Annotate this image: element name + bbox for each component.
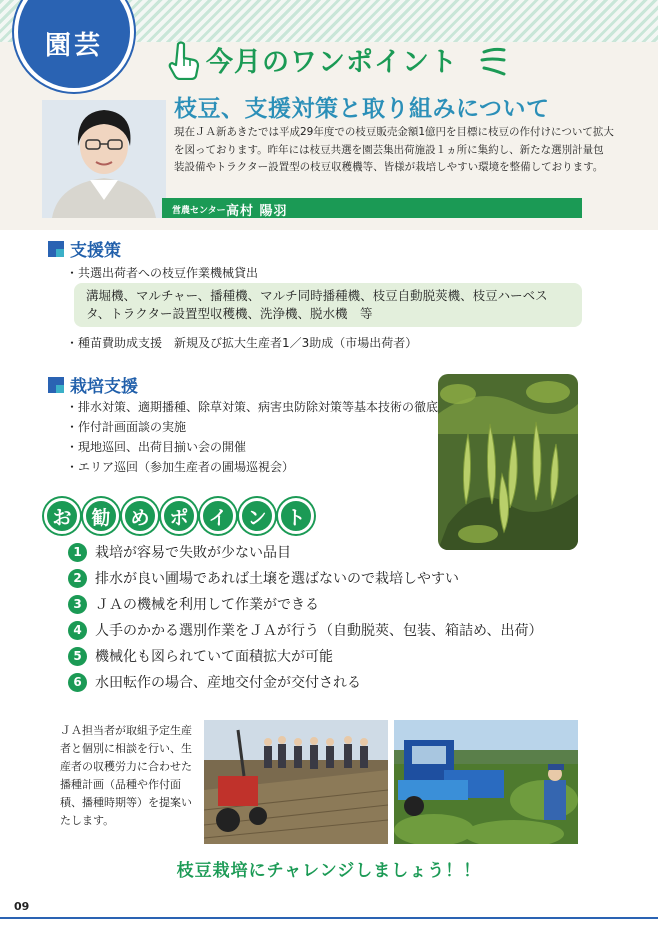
recommend-item [68,672,361,692]
recommend-item [68,568,459,588]
closing-note: ＪＡ担当者が取組予定生産者と個別に相談を行い、生産者の収穫労力に合わせた播種計画（品種や作付面積、播種時期等）を提案いたします。 [60,724,192,827]
recommend-text: 栽培が容易で失敗が少ない品目 [95,545,291,561]
recommend-number: 4 [68,621,87,640]
sparkle-lines-icon [480,46,508,76]
recommend-number: 3 [68,595,87,614]
recommend-item [68,620,542,640]
cultivation-heading [48,372,138,397]
cultivation-item: ・エリア巡回（参加生産者の圃場巡視会） [66,460,295,474]
intro-paragraph: 現在ＪＡ新あきたでは平成29年度での枝豆販売金額1億円を目標に枝豆の作付けについて拡大を図っております。昨年には枝豆共選を園芸集出荷施設１ヵ所に集約し、新たな選別計量包装設備やトラクター設置型の枝豆収穫機等、皆様が栽培しやすい環境を整備しております。 [174,126,614,173]
staff-portrait [42,100,166,218]
field-meeting-photo [204,720,388,844]
edamame-photo [438,374,578,550]
recommend-heading [44,498,314,534]
section-square-icon [48,241,64,257]
cultivation-item: ・現地巡回、出荷目揃い会の開催 [66,440,247,454]
cultivation-item: ・作付計画面談の実施 [66,420,187,434]
recommend-item [68,646,333,666]
support-title: 支援策 [70,241,121,261]
recommend-number: 5 [68,647,87,666]
staff-department: 営農センター [172,206,226,216]
machine-list-box: 溝堀機、マルチャー、播種機、マルチ同時播種機、枝豆自動脱莢機、枝豆ハーベスタ、トラクター設置型収穫機、洗浄機、脱水機 等 [74,283,582,327]
recommend-item [68,594,319,614]
support-heading [48,236,121,261]
recommend-pill: 勧 [83,498,119,534]
recommend-number: 2 [68,569,87,588]
page-number: 09 [14,900,30,913]
cultivation-item: ・排水対策、適期播種、除草対策、病害虫防除対策等基本技術の徹底 [66,400,439,414]
support-bullet-2: ・種苗費助成支援 新規及び拡大生産者1／3助成（市場出荷者） [66,336,418,350]
recommend-text: ＪＡの機械を利用して作業ができる [95,597,319,613]
recommend-pill: お [44,498,80,534]
recommend-number: 6 [68,673,87,692]
cultivation-title: 栽培支援 [70,377,138,397]
recommend-pill: イ [200,498,236,534]
recommend-pill: ト [278,498,314,534]
category-label: 園芸 [44,31,103,61]
staff-name: 高村 陽羽 [226,204,288,219]
harvester-photo [394,720,578,844]
recommend-number: 1 [68,543,87,562]
recommend-pill: ポ [161,498,197,534]
support-bullet-1: ・共選出荷者への枝豆作業機械貸出 [66,266,259,280]
section-tagline: 今月のワンポイント [206,47,458,78]
call-to-action: 枝豆栽培にチャレンジしましょう！！ [176,861,482,881]
recommend-text: 機械化も図られていて面積拡大が可能 [95,649,333,665]
footer-rule [0,917,658,919]
recommend-text: 水田転作の場合、産地交付金が交付される [95,675,361,691]
recommend-text: 人手のかかる選別作業をＪＡが行う（自動脱莢、包装、箱詰め、出荷） [95,623,543,639]
section-square-icon [48,377,64,393]
pointing-hand-icon [168,40,202,80]
recommend-text: 排水が良い圃場であれば土壌を選ばないので栽培しやすい [95,571,459,587]
article-headline: 枝豆、支援対策と取り組みについて [174,96,550,122]
recommend-pill: め [122,498,158,534]
recommend-item [68,542,291,562]
recommend-pill: ン [239,498,275,534]
